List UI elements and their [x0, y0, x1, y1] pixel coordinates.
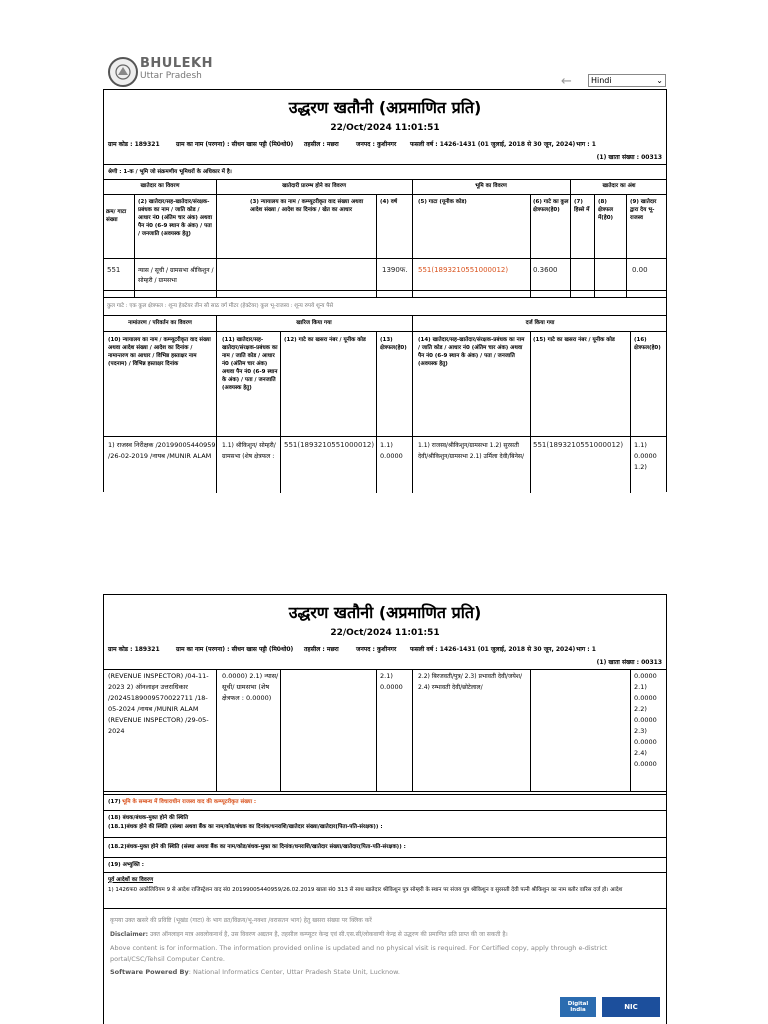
col-header-9: (9) खातेदार द्वारा देय भू-राजस्व [630, 199, 657, 221]
language-select[interactable] [588, 74, 666, 87]
mutation-c10: 1) राजस्व निरीक्षक /20199005440959 /26-02-2019 /नायब /MUNIR ALAM [108, 441, 216, 460]
disclaimer-label: Disclaimer: [110, 931, 149, 938]
row-area: 0.3600 [533, 266, 558, 274]
gram-name-2: ग्राम का नाम (परगना) : सीधन खास पट्टी (मि0थो0) [176, 646, 294, 653]
mutation-c15: 551(1893210551000012) [533, 441, 624, 449]
col2-header-13: (13) क्षेत्रफल(हे0) [380, 337, 407, 351]
col2-header-16: (16) क्षेत्रफल(हे0) [634, 337, 661, 351]
uttar-pradesh-emblem-icon [108, 57, 138, 87]
software-text: : National Informatics Center, Uttar Pradesh State Unit, Lucknow. [188, 968, 400, 976]
shreni: श्रेणी : 1-क / भूमि जो संक्रमणीय भूमिधरों के अधिकार में है। [108, 169, 232, 175]
digital-india-label: Digital India [567, 1001, 589, 1013]
digital-india-logo[interactable] [560, 997, 596, 1017]
document-title-2: उद्धरण खतौनी (अप्रमाणित प्रति) [288, 603, 482, 622]
purva-title: पूर्व आदेशों का विवरण [108, 877, 154, 883]
janpad: जनपद : कुशीनगर [356, 141, 397, 148]
nic-logo[interactable] [602, 997, 660, 1017]
totals-line: कुल गाटे : एक कुल क्षेत्रफल : शून्य हेक्टेयर तीन सौ साठ वर्ग मीटर (हेक्टेयर) कुल भू-राजस्व : शून्य रुपये शून्य पैसे [107, 303, 334, 309]
cont-c13: 2.1) 0.0000 [380, 672, 403, 691]
group-header-prarambh: खातेदारी प्रारम्भ होने का विवरण [282, 183, 346, 189]
sec19: (19) अभ्युक्ति : [108, 862, 144, 868]
col2-header-11: (11) खातेदार/सह-खातेदार/संरक्षक-प्रबंधक का नाम / जाति कोड / आधार नं0 (अंतिम चार अंक) अथवा पैन नं0 (6-9 स्थान के अंक) / पता / जनजाति (अवयस्क हेतु) [222, 337, 278, 391]
tehsil: तहसील : मछरा [304, 141, 339, 148]
cont-c11: 0.0000) 2.1) न्यास/सूची/ ग्रामसभा (शेष क्षेत्रफल : 0.0000) [222, 672, 279, 702]
group-header-darj: दर्ज किया गया [525, 320, 555, 326]
disclaimer-hindi: उक्त ऑनलाइन मात्र अवलोकनार्थ है, उस विवरण अद्यतन है, तहसील कम्प्यूटर केन्द्र एवं सी.एस.सी/लोकवाणी केन्द्र से उद्धरण की प्रमाणित प्रति प्राप्त की जा सकती है। [149, 931, 508, 938]
document-date: 22/Oct/2024 11:01:51 [330, 123, 440, 133]
khata-sankhya: (1) खाता संख्या : 00313 [596, 154, 662, 161]
nic-label: NIC [624, 1003, 638, 1011]
gram-code: ग्राम कोड : 189321 [108, 141, 160, 148]
disclaimer-en: Above content is for information. The information provided online is updated and no physical visit is required. For Certified copy, apply through e-district portal/CSC/Tehsil Computer Centre. [110, 944, 608, 963]
group-header-khatedar: खातेदार का विवरण [140, 183, 180, 189]
mutation-c16: 1.1) 0.0000 1.2) [634, 441, 657, 471]
sec17-label: (17) [108, 799, 121, 805]
mutation-c13: 1.1) 0.0000 [380, 441, 403, 460]
cont-c16: 0.0000 2.1) 0.0000 2.2) 0.0000 2.3) 0.0000 2.4) 0.0000 [634, 672, 657, 768]
group-header-kharij: खारिज किया गया [296, 320, 332, 326]
row-kram: 551 [107, 266, 121, 274]
col2-header-15: (15) गाटे का खसरा नंबर / यूनीक कोड [533, 337, 615, 343]
language-selected-value: Hindi [591, 76, 612, 85]
group-header-bhumi: भूमि का विवरण [475, 183, 507, 189]
cont-c14: 2.2) बिरजवती/पुत्र/ 2.3) प्रभावती देवी/जयेश/ 2.4) रम्भावती देवी/छोटेलाल/ [418, 673, 522, 691]
col-header-8: (8) क्षेत्रफल में(हे0) [598, 199, 614, 221]
back-arrow-icon[interactable]: ← [561, 74, 572, 89]
document-title: उद्धरण खतौनी (अप्रमाणित प्रति) [288, 98, 482, 117]
sec18: (18) बंधक/बंधक-मुक्त होने की स्थिति [108, 815, 189, 821]
fasli-varsh-2: फसली वर्ष : 1426-1431 (01 जुलाई, 2018 से 30 जून, 2024) [410, 646, 576, 653]
sec18-1: (18.1)बंधक होने की स्थिति (संस्था अथवा बैंक का नाम/कोड/बंधक का दिनांक/धनराशि/खातेदार संख्या/खातेदार(पिता-पति-संरक्षक)) : [108, 824, 383, 830]
group-header-namantaran: नामांतरण / परिवर्तन का विवरण [128, 320, 192, 326]
group-header-ansh: खातेदार का अंश [602, 183, 636, 189]
col-header-2: (2) खातेदार/सह-खातेदार/संरक्षक-प्रबंधक का नाम / जाति कोड / आधार नं0 (अंतिम चार अंक) अथवा पैन नं0 (6-9 स्थान के अंक) / पता / जनजाति (अवयस्क हेतु) [138, 199, 213, 237]
col-header-5: (5) गाटा (यूनीक कोड) [418, 199, 467, 205]
col-header-4: (4) वर्ष [380, 199, 398, 205]
col2-header-12: (12) गाटे का खसरा नंबर / यूनीक कोड [284, 337, 366, 343]
col2-header-10: (10) न्यायालय का नाम / कम्प्यूटरीकृत वाद संख्या अथवा आदेश संख्या / आदेश का दिनांक / नामान्तरण का आधार / विभिन्न हस्ताक्षर नाम (पदनाम) / विभिन्न हस्ताक्षर दिनांक [108, 337, 211, 367]
col-header-7: (7) हिस्से में [574, 199, 590, 213]
col-header-3: (3) न्यायालय का नाम / कम्प्यूटरीकृत वाद संख्या अथवा आदेश संख्या / आदेश का दिनांक / खेत का आधार [250, 199, 364, 213]
note-hindi: कृपया उक्त खसरे की प्रविष्टि (भूखंड (गाटा) के भाग व्रत/विक्रय/भू-नक्शा /वरासतन भाग) हेतु खसरा संख्या पर क्लिक करें [110, 917, 372, 924]
software-label: Software Powered By [110, 968, 189, 976]
mutation-c12: 551(1893210551000012) [284, 441, 375, 449]
logo-subtitle: Uttar Pradesh [140, 71, 202, 81]
logo-title[interactable]: BHULEKH [140, 56, 213, 71]
mutation-c11: 1.1) श्रीकिशुन/ सोम्हरी/ग्रामसभा (शेष क्षेत्रफल : [222, 442, 276, 460]
chevron-down-icon: ⌄ [656, 76, 663, 85]
cont-c10: (REVENUE INSPECTOR) /04-11-2023 2) ऑनलाइन उत्तराधिकार /20245189009570022711 /18-05-2024 /नायब /MUNIR ALAM (REVENUE INSPECTOR) /29-05-2024 [108, 672, 209, 735]
khata-sankhya-2: (1) खाता संख्या : 00313 [596, 659, 662, 666]
row-varsh: 1390फ. [382, 266, 408, 274]
row-name: न्यास / सूची / ग्रामसभा श्रीकिशुन / सोम्हरी / ग्रामसभा [138, 267, 214, 284]
sec18-2: (18.2)बंधक-मुक्त होने की स्थिति (संस्था अथवा बैंक का नाम/कोड/बंधक-मुक्त का दिनांक/धनराशि/खातेदार संख्या/खातेदार(पिता-पति-संरक्षक)) : [108, 844, 406, 850]
mutation-c14: 1.1) राजस्व/श्रीकिशुन/ग्रामसभा 1.2) सुरसती देवी/श्रीकिशुन/ग्रामसभा 2.1) उर्मिला देवी/बिनेस/ [418, 442, 524, 460]
document-date-2: 22/Oct/2024 11:01:51 [330, 628, 440, 638]
tehsil-2: तहसील : मछरा [304, 646, 339, 653]
fasli-varsh: फसली वर्ष : 1426-1431 (01 जुलाई, 2018 से 30 जून, 2024) [410, 141, 576, 148]
sec17-text: भूमि के सम्बन्ध में विचाराधीन राजस्व वाद की कम्प्यूटरीकृत संख्या : [122, 799, 257, 805]
gram-name: ग्राम का नाम (परगना) : सीधन खास पट्टी (मि0थो0) [176, 141, 294, 148]
row-gata-link[interactable]: 551(1893210551000012) [418, 266, 509, 274]
col-header-1: क्रम/ गाटा संख्या [106, 209, 127, 223]
purva-text: 1) 1426फ0 अकोलिवियम 9 से आदेश राजिस्ट्रेशन वाद सं0 20199005440959/26.02.2019 खाता सं0 313 से साथ खातेदार श्रीकिशुन पुत्र सोम्हरी के स्थान पर संजय पुत्र श्रीकिशुन व सुरसती देवी पत्नी श्रीकिशुन का नाम बतौर वारिस दर्ज हो। आदेश [108, 887, 623, 893]
bhag-2: भाग : 1 [576, 646, 596, 653]
col-header-6: (6) गाटे का कुल क्षेत्रफल(हे0) [533, 199, 569, 213]
khatauni-page-2 [103, 594, 667, 1024]
janpad-2: जनपद : कुशीनगर [356, 646, 397, 653]
col2-header-14: (14) खातेदार/सह-खातेदार/संरक्षक-प्रबंधक का नाम / जाति कोड / आधार नं0 (अंतिम चार अंक) अथवा पैन नं0 (6-9 स्थान के अंक) / पता / जनजाति (अवयस्क हेतु) [418, 337, 525, 367]
khatauni-page-1 [103, 89, 667, 492]
gram-code-2: ग्राम कोड : 189321 [108, 646, 160, 653]
row-share: 0.00 [632, 266, 648, 274]
bhag: भाग : 1 [576, 141, 596, 148]
